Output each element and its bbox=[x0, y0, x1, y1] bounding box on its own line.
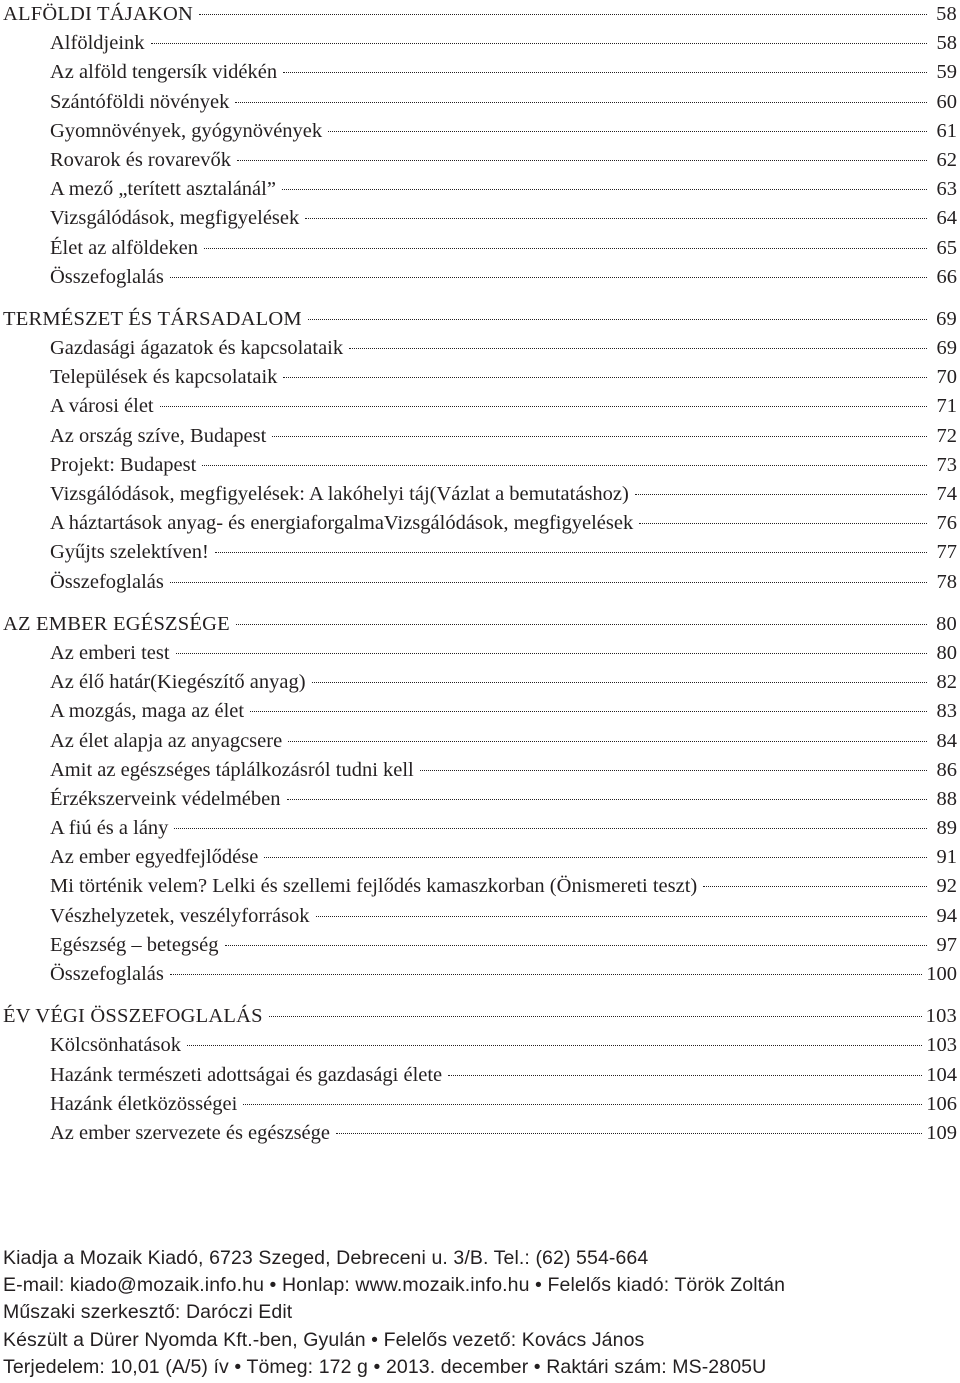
page-number: 58 bbox=[936, 3, 957, 25]
section-heading bbox=[3, 305, 957, 334]
dot-leader bbox=[174, 828, 927, 829]
page-number: 83 bbox=[936, 700, 957, 723]
entry-title: Az élet alapja az anyagcsere bbox=[50, 729, 283, 752]
toc-entry bbox=[3, 1031, 957, 1060]
page-number: 69 bbox=[936, 337, 957, 360]
section-title: ALFÖLDI TÁJAKON bbox=[3, 3, 193, 25]
toc-entry bbox=[3, 117, 957, 146]
entry-title: Érzékszerveink védelmében bbox=[50, 787, 281, 810]
entry-title: Vizsgálódások, megfigyelések: A lakóhelyi táj(Vázlat a bemutatáshoz) bbox=[50, 483, 629, 505]
page-number: 62 bbox=[936, 148, 957, 171]
page-number: 63 bbox=[936, 178, 957, 201]
page-number: 86 bbox=[936, 758, 957, 781]
toc-section bbox=[3, 1002, 957, 1148]
entry-title: Mi történik velem? Lelki és szellemi fejlődés kamaszkorban (Önismereti teszt) bbox=[50, 875, 698, 898]
dot-leader bbox=[264, 857, 927, 858]
entry-title: Összefoglalás bbox=[50, 265, 164, 288]
dot-leader bbox=[160, 406, 927, 407]
dot-leader bbox=[237, 160, 927, 161]
imprint-printer-line: Készült a Dürer Nyomda Kft.-ben, Gyulán • Felelős vezető: Kovács János bbox=[3, 1328, 645, 1351]
page-number: 77 bbox=[936, 541, 957, 564]
entry-title: Projekt: Budapest bbox=[50, 453, 197, 476]
page-number: 103 bbox=[926, 1034, 957, 1057]
toc-entry bbox=[3, 872, 957, 901]
page-number: 89 bbox=[936, 817, 957, 840]
toc-entry bbox=[3, 451, 957, 480]
page-number: 91 bbox=[936, 846, 957, 869]
dot-leader bbox=[639, 523, 927, 524]
dot-leader bbox=[215, 552, 927, 553]
entry-title: Az ember szervezete és egészsége bbox=[50, 1121, 330, 1144]
section-heading bbox=[3, 610, 957, 639]
dot-leader bbox=[204, 248, 927, 249]
entry-title: Gyomnövények, gyógynövények bbox=[50, 119, 323, 142]
page-number: 73 bbox=[936, 453, 957, 476]
entry-title: Összefoglalás bbox=[50, 963, 164, 985]
section-title: AZ EMBER EGÉSZSÉGE bbox=[3, 612, 230, 635]
dot-leader bbox=[225, 945, 928, 946]
toc-entry bbox=[3, 363, 957, 392]
page-number: 61 bbox=[936, 119, 957, 142]
entry-title: Hazánk természeti adottságai és gazdasági élete bbox=[50, 1063, 443, 1086]
page-number: 94 bbox=[936, 904, 957, 927]
entry-title: Rovarok és rovarevők bbox=[50, 148, 232, 171]
toc-entry bbox=[3, 568, 957, 597]
dot-leader bbox=[170, 582, 927, 583]
entry-title: Amit az egészséges táplálkozásról tudni kell bbox=[50, 758, 414, 781]
dot-leader bbox=[308, 319, 927, 320]
dot-leader bbox=[703, 886, 927, 887]
page-number: 92 bbox=[936, 875, 957, 898]
dot-leader bbox=[312, 682, 927, 683]
dot-leader bbox=[305, 218, 927, 219]
dot-leader bbox=[287, 799, 927, 800]
page-number: 88 bbox=[936, 787, 957, 810]
toc-entry bbox=[3, 88, 957, 117]
page-number: 80 bbox=[936, 612, 957, 635]
page-number: 104 bbox=[926, 1063, 957, 1086]
entry-title: Kölcsönhatások bbox=[50, 1034, 181, 1057]
dot-leader bbox=[250, 711, 927, 712]
entry-title: Élet az alföldeken bbox=[50, 236, 198, 259]
dot-leader bbox=[272, 436, 927, 437]
page-number: 72 bbox=[936, 424, 957, 447]
entry-title: Az ember egyedfejlődése bbox=[50, 846, 259, 869]
section-title: TERMÉSZET ÉS TÁRSADALOM bbox=[3, 307, 302, 330]
section-title: ÉV VÉGI ÖSSZEFOGLALÁS bbox=[3, 1005, 263, 1028]
page-number: 65 bbox=[936, 236, 957, 259]
entry-title: A mező „terített asztalánál” bbox=[50, 178, 276, 201]
dot-leader bbox=[283, 72, 927, 73]
dot-leader bbox=[151, 43, 927, 44]
toc-entry bbox=[3, 814, 957, 843]
toc-entry bbox=[3, 538, 957, 567]
dot-leader bbox=[236, 624, 927, 625]
page-number: 58 bbox=[936, 32, 957, 55]
dot-leader bbox=[288, 741, 927, 742]
entry-title: A háztartások anyag- és energiaforgalmaVizsgálódások, megfigyelések bbox=[50, 512, 634, 535]
page-number: 76 bbox=[936, 512, 957, 535]
entry-title: A mozgás, maga az élet bbox=[50, 700, 245, 723]
entry-title: Hazánk életközösségei bbox=[50, 1092, 238, 1115]
page-number: 106 bbox=[926, 1092, 957, 1115]
entry-title: A városi élet bbox=[50, 395, 154, 418]
table-of-contents bbox=[3, 0, 957, 1148]
toc-entry bbox=[3, 175, 957, 204]
dot-leader bbox=[328, 131, 927, 132]
dot-leader bbox=[199, 14, 927, 15]
toc-entry bbox=[3, 931, 957, 960]
toc-entry bbox=[3, 697, 957, 726]
entry-title: Az emberi test bbox=[50, 641, 170, 664]
page-number: 109 bbox=[926, 1121, 957, 1144]
toc-entry bbox=[3, 639, 957, 668]
page-number: 78 bbox=[936, 570, 957, 593]
dot-leader bbox=[243, 1104, 922, 1105]
dot-leader bbox=[202, 465, 927, 466]
dot-leader bbox=[420, 770, 927, 771]
page-number: 74 bbox=[936, 483, 957, 505]
toc-section bbox=[3, 610, 957, 989]
toc-entry bbox=[3, 902, 957, 931]
page-number: 82 bbox=[936, 671, 957, 694]
dot-leader bbox=[187, 1045, 922, 1046]
entry-title: Összefoglalás bbox=[50, 570, 164, 593]
dot-leader bbox=[235, 102, 927, 103]
imprint-publisher-line: Kiadja a Mozaik Kiadó, 6723 Szeged, Debreceni u. 3/B. Tel.: (62) 554-664 bbox=[3, 1247, 649, 1269]
dot-leader bbox=[176, 653, 927, 654]
section-heading bbox=[3, 1002, 957, 1031]
toc-entry bbox=[3, 727, 957, 756]
dot-leader bbox=[336, 1133, 922, 1134]
toc-entry bbox=[3, 509, 957, 538]
imprint-specs-line: Terjedelem: 10,01 (A/5) ív • Tömeg: 172 g • 2013. december • Raktári szám: MS-2805U bbox=[3, 1355, 767, 1378]
dot-leader bbox=[282, 189, 927, 190]
toc-entry bbox=[3, 1090, 957, 1119]
entry-title: Alföldjeink bbox=[50, 32, 145, 55]
entry-title: Vészhelyzetek, veszélyforrások bbox=[50, 904, 310, 927]
toc-entry bbox=[3, 1119, 957, 1148]
page-number: 103 bbox=[925, 1005, 957, 1028]
dot-leader bbox=[170, 277, 927, 278]
dot-leader bbox=[316, 916, 927, 917]
entry-title: Az élő határ(Kiegészítő anyag) bbox=[50, 671, 306, 694]
toc-section bbox=[3, 305, 957, 597]
toc-entry bbox=[3, 785, 957, 814]
toc-entry bbox=[3, 422, 957, 451]
entry-title: Szántóföldi növények bbox=[50, 90, 230, 113]
toc-entry bbox=[3, 58, 957, 87]
entry-title: Gyűjts szelektíven! bbox=[50, 541, 209, 564]
toc-entry bbox=[3, 334, 957, 363]
page-number: 66 bbox=[936, 265, 957, 288]
toc-entry bbox=[3, 960, 957, 989]
toc-section bbox=[3, 0, 957, 292]
dot-leader bbox=[635, 494, 927, 495]
imprint-contact-line: E-mail: kiado@mozaik.info.hu • Honlap: www.mozaik.info.hu • Felelős kiadó: Török Zoltán bbox=[3, 1274, 786, 1297]
entry-title: Gazdasági ágazatok és kapcsolataik bbox=[50, 337, 344, 360]
entry-title: A fiú és a lány bbox=[50, 817, 169, 840]
entry-title: Egészség – betegség bbox=[50, 933, 219, 956]
page-number: 100 bbox=[926, 963, 957, 985]
dot-leader bbox=[269, 1016, 922, 1017]
dot-leader bbox=[448, 1075, 922, 1076]
entry-title: Vizsgálódások, megfigyelések bbox=[50, 207, 300, 230]
section-heading bbox=[3, 0, 957, 29]
page-number: 60 bbox=[936, 90, 957, 113]
toc-entry bbox=[3, 1061, 957, 1090]
page-number: 84 bbox=[936, 729, 957, 752]
toc-entry bbox=[3, 146, 957, 175]
publisher-imprint bbox=[3, 1245, 957, 1381]
toc-entry bbox=[3, 263, 957, 292]
page-number: 71 bbox=[936, 395, 957, 418]
imprint-editor-line: Műszaki szerkesztő: Daróczi Edit bbox=[3, 1301, 293, 1324]
page-number: 64 bbox=[936, 207, 957, 230]
toc-entry bbox=[3, 29, 957, 58]
page-number: 80 bbox=[936, 641, 957, 664]
entry-title: Települések és kapcsolataik bbox=[50, 366, 278, 389]
dot-leader bbox=[170, 974, 922, 975]
page-number: 59 bbox=[936, 61, 957, 84]
dot-leader bbox=[349, 348, 927, 349]
toc-entry bbox=[3, 480, 957, 509]
entry-title: Az ország szíve, Budapest bbox=[50, 424, 267, 447]
page-number: 70 bbox=[936, 366, 957, 389]
entry-title: Az alföld tengersík vidékén bbox=[50, 61, 278, 84]
page-number: 69 bbox=[936, 307, 957, 330]
dot-leader bbox=[283, 377, 927, 378]
toc-entry bbox=[3, 756, 957, 785]
toc-entry bbox=[3, 234, 957, 263]
page-number: 97 bbox=[936, 933, 957, 956]
toc-entry bbox=[3, 668, 957, 697]
toc-entry bbox=[3, 204, 957, 233]
toc-entry bbox=[3, 392, 957, 421]
toc-entry bbox=[3, 843, 957, 872]
